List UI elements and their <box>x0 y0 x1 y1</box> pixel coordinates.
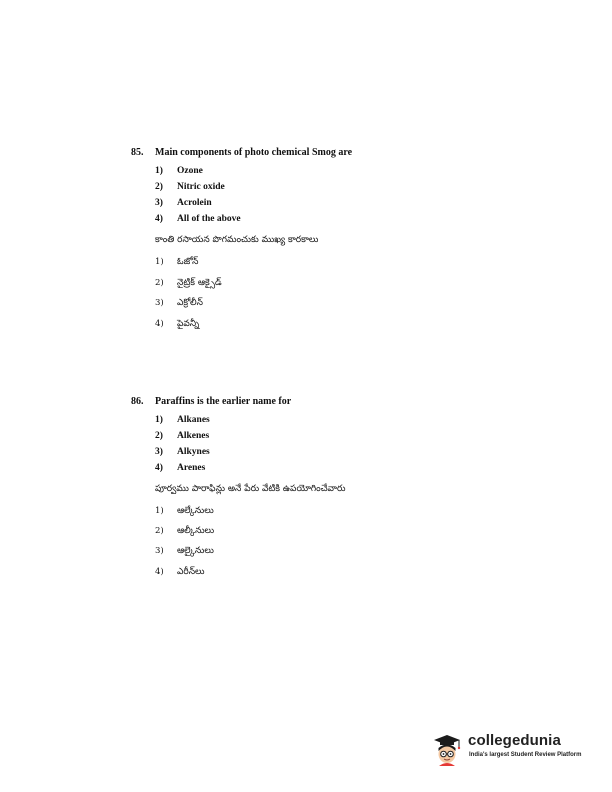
option-1: 1) Ozone <box>155 166 203 176</box>
option-3: 3) Alkynes <box>155 447 210 457</box>
option-2: 2) Alkenes <box>155 431 210 441</box>
option-4: 4) All of the above <box>155 214 241 224</box>
telugu-option-2: 2) ఆల్కీనులు <box>155 526 215 536</box>
option-1: 1) Alkanes <box>155 415 210 425</box>
question-number: 86. <box>131 396 144 407</box>
option-3: 3) Acrolein <box>155 198 212 208</box>
telugu-option-4: 4) ఎరీన్‌లు <box>155 567 205 577</box>
telugu-option-3: 3) ఆల్కైనులు <box>155 546 214 556</box>
option-4: 4) Arenes <box>155 463 206 473</box>
brand-tagline: India's largest Student Review Platform <box>469 752 582 758</box>
telugu-option-1: 1) ఓజోన్ <box>155 257 199 267</box>
telugu-option-3: 3) ఎక్రోలీన్ <box>155 298 203 308</box>
telugu-question-text: పూర్వము పారాఫిన్లు అనే పేరు వేటికి ఉపయోగించేవారు <box>155 484 346 494</box>
telugu-question-text: కాంతి రసాయన పొగమంచుకు ముఖ్య కారకాలు <box>155 235 319 245</box>
telugu-option-1: 1) ఆల్కేనులు <box>155 506 214 516</box>
question-text: Paraffins is the earlier name for <box>155 396 292 407</box>
collegedunia-logo <box>432 730 582 770</box>
question-number: 85. <box>131 147 144 158</box>
brand-name: collegedunia <box>468 732 561 749</box>
student-mascot-icon <box>432 732 462 766</box>
telugu-option-2: 2) నైట్రిక్ ఆక్సైడ్ <box>155 278 222 288</box>
option-2: 2) Nitric oxide <box>155 182 225 192</box>
question-text: Main components of photo chemical Smog are <box>155 147 353 158</box>
telugu-option-4: 4) పైవన్నీ <box>155 319 200 329</box>
